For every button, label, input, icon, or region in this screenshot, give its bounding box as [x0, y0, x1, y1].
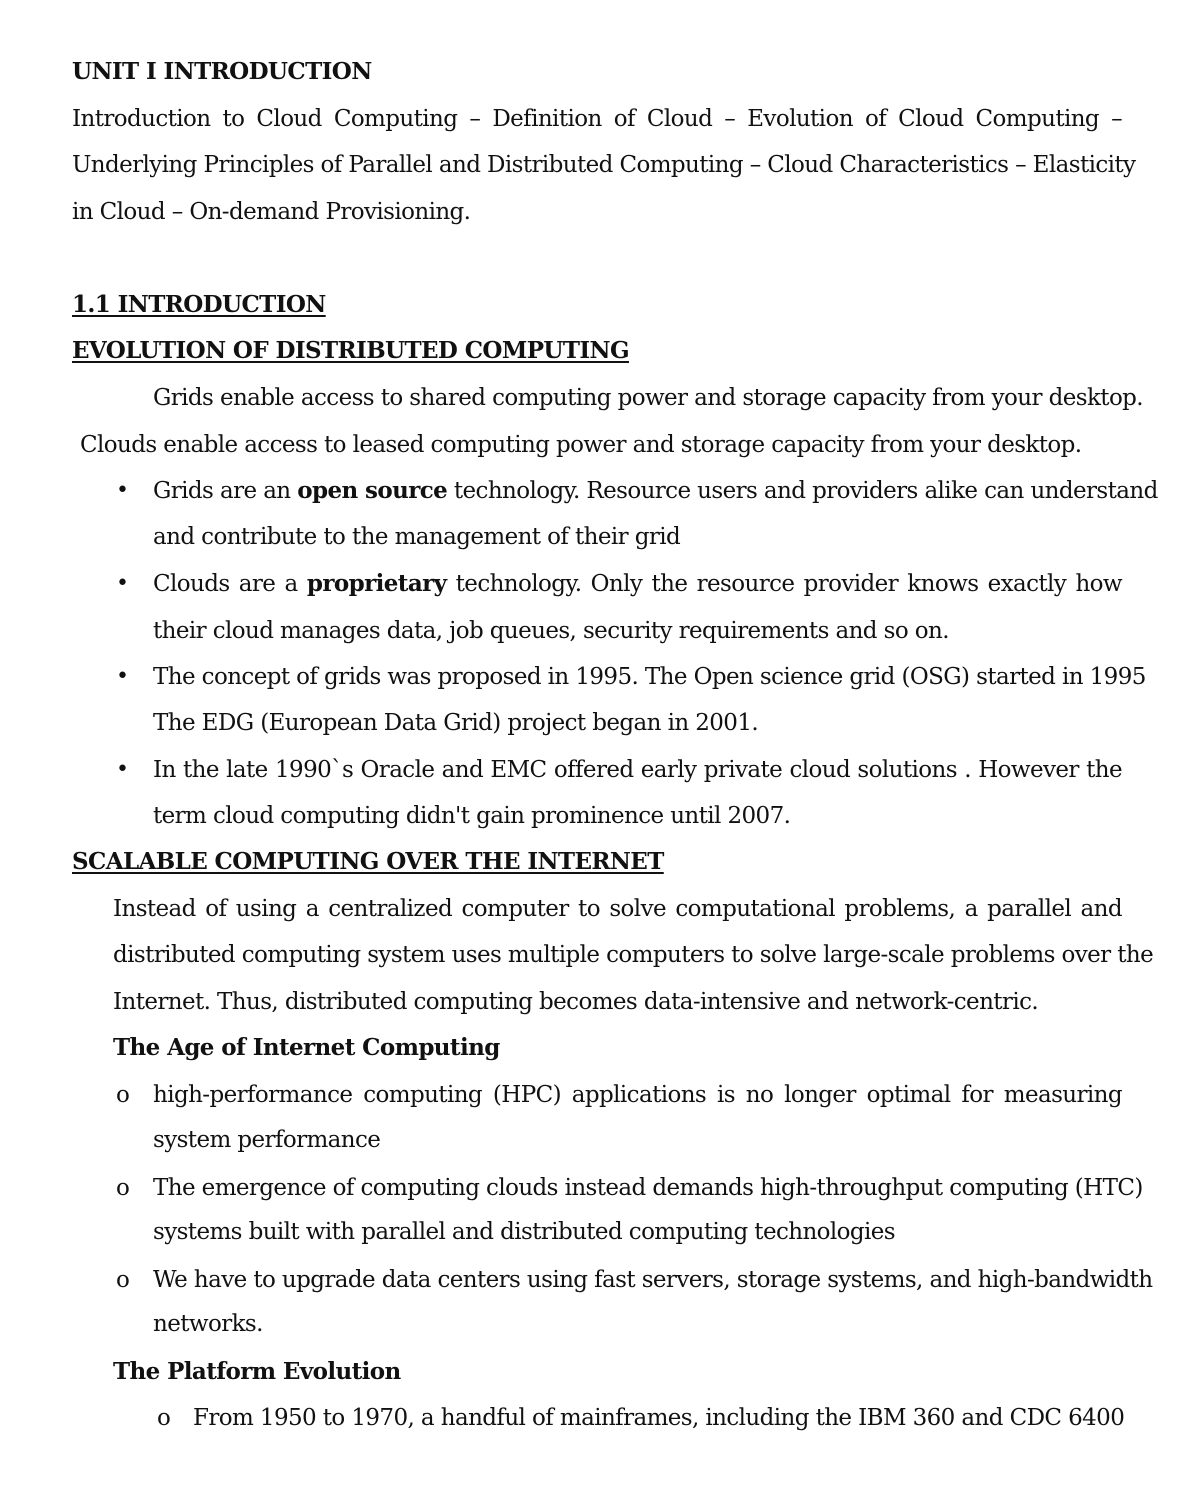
- age-item-line: networks.: [153, 1311, 263, 1337]
- age-item-line: We have to upgrade data centers using fast servers, storage systems, and high-bandwidth: [153, 1267, 1153, 1293]
- scalable-line: distributed computing system uses multiple computers to solve large-scale problems over the: [113, 942, 1154, 968]
- syllabus-line: Underlying Principles of Parallel and Distributed Computing – Cloud Characteristics – Elasticity: [72, 152, 1136, 178]
- bullet-line: Clouds are a proprietary technology. Only the resource provider knows exactly how: [153, 570, 1122, 597]
- bullet-icon: •: [116, 664, 129, 689]
- section-heading: 1.1 INTRODUCTION: [72, 291, 326, 318]
- bullet-line: and contribute to the management of their grid: [153, 524, 681, 550]
- intro-line: Grids enable access to shared computing power and storage capacity from your desktop.: [153, 385, 1144, 411]
- age-item-line: high-performance computing (HPC) applications is no longer optimal for measuring: [153, 1082, 1122, 1108]
- intro-line: Clouds enable access to leased computing power and storage capacity from your desktop.: [80, 432, 1082, 458]
- platform-heading: The Platform Evolution: [113, 1358, 401, 1385]
- scalable-heading: SCALABLE COMPUTING OVER THE INTERNET: [72, 848, 664, 875]
- syllabus-line: in Cloud – On-demand Provisioning.: [72, 199, 471, 225]
- age-item-line: systems built with parallel and distributed computing technologies: [153, 1219, 896, 1245]
- unit-heading: UNIT I INTRODUCTION: [72, 58, 372, 85]
- scalable-line: Internet. Thus, distributed computing becomes data-intensive and network-centric.: [113, 989, 1039, 1015]
- bullet-icon: •: [116, 478, 129, 503]
- bullet-line: In the late 1990`s Oracle and EMC offered early private cloud solutions . However the: [153, 757, 1122, 783]
- circle-bullet-icon: o: [116, 1082, 130, 1108]
- syllabus-line: Introduction to Cloud Computing – Definition of Cloud – Evolution of Cloud Computing –: [72, 106, 1122, 132]
- age-item-line: The emergence of computing clouds instead demands high-throughput computing (HTC): [153, 1175, 1143, 1201]
- circle-bullet-icon: o: [157, 1405, 171, 1431]
- bullet-line: Grids are an open source technology. Resource users and providers alike can understand: [153, 477, 1158, 504]
- bullet-line: term cloud computing didn't gain prominence until 2007.: [153, 803, 791, 829]
- bullet-line: The EDG (European Data Grid) project began in 2001.: [153, 710, 759, 736]
- age-item-line: system performance: [153, 1127, 381, 1153]
- age-heading: The Age of Internet Computing: [113, 1034, 500, 1061]
- circle-bullet-icon: o: [116, 1175, 130, 1201]
- bullet-line: their cloud manages data, job queues, security requirements and so on.: [153, 618, 949, 644]
- bullet-line: The concept of grids was proposed in 1995. The Open science grid (OSG) started in 1995: [153, 664, 1146, 690]
- platform-item-line: From 1950 to 1970, a handful of mainframes, including the IBM 360 and CDC 6400: [193, 1405, 1125, 1431]
- scalable-line: Instead of using a centralized computer to solve computational problems, a parallel and: [113, 896, 1122, 922]
- bullet-icon: •: [116, 571, 129, 596]
- bullet-icon: •: [116, 757, 129, 782]
- circle-bullet-icon: o: [116, 1267, 130, 1293]
- evolution-heading: EVOLUTION OF DISTRIBUTED COMPUTING: [72, 337, 629, 364]
